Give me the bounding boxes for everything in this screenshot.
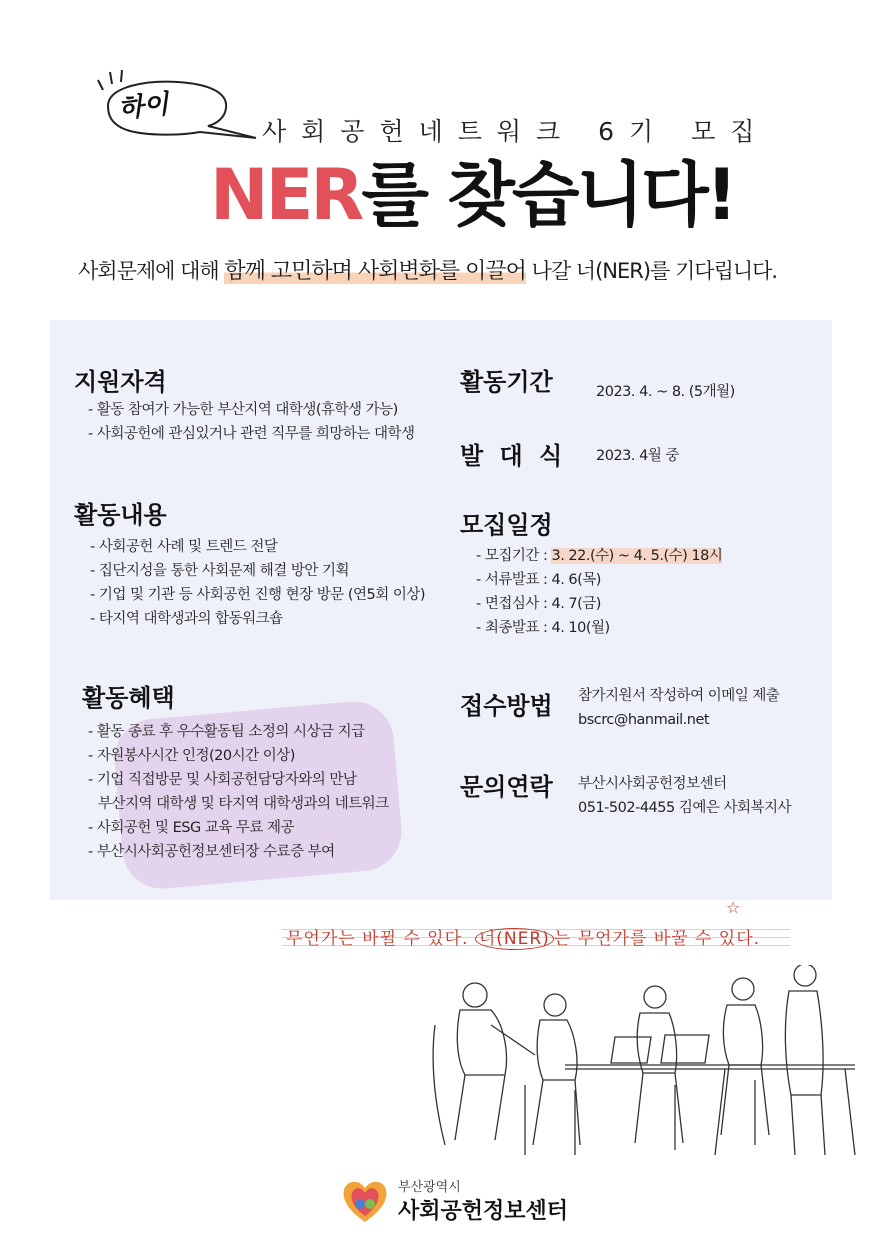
heart-logo-icon bbox=[340, 1176, 390, 1226]
list-item: - 활동 참여가 가능한 부산지역 대학생(휴학생 가능) bbox=[88, 402, 398, 418]
bubble-text: 하이 bbox=[116, 89, 170, 125]
list-item: - 사회공헌에 관심있거나 관련 직무를 희망하는 대학생 bbox=[88, 426, 415, 442]
list-item: - 활동 종료 후 우수활동팀 소정의 시상금 지급 bbox=[88, 724, 365, 740]
apply-info bbox=[578, 684, 779, 732]
schedule-list bbox=[476, 544, 722, 640]
recruit-value: 3. 22.(수) ~ 4. 5.(수) 18시 bbox=[551, 548, 723, 564]
apply-title: 접수방법 bbox=[460, 692, 553, 720]
tagline-post: 나갈 너(NER)를 기다립니다. bbox=[525, 259, 778, 283]
benefits-title: 활동혜택 bbox=[82, 684, 175, 712]
apply-line: 참가지원서 작성하여 이메일 제출 bbox=[578, 688, 780, 704]
email-link[interactable]: bscrc@hanmail.net bbox=[578, 712, 710, 728]
contact-info bbox=[578, 772, 791, 820]
activity-title: 활동내용 bbox=[74, 501, 167, 529]
title-rest: 를 찾습니다! bbox=[361, 154, 735, 236]
schedule-title: 모집일정 bbox=[460, 511, 553, 539]
recruit-label: - 모집기간 : bbox=[476, 548, 552, 564]
qualification-title: 지원자격 bbox=[74, 368, 167, 396]
launch-value: 2023. 4월 중 bbox=[596, 448, 679, 464]
contact-title: 문의연락 bbox=[460, 773, 553, 801]
team-meeting-illustration bbox=[425, 965, 865, 1165]
list-item: - 사회공헌 사례 및 트렌드 전달 bbox=[90, 539, 278, 555]
list-item: - 기업 직접방문 및 사회공헌담당자와의 만남 bbox=[88, 772, 357, 788]
slogan-pre: 무언가는 바뀔 수 있다. bbox=[286, 929, 475, 949]
launch-title: 발 대 식 bbox=[460, 442, 567, 470]
title-ner: NER bbox=[210, 154, 362, 236]
page-title bbox=[210, 150, 735, 240]
contact-org: 부산시사회공헌정보센터 bbox=[578, 776, 727, 792]
list-item: - 집단지성을 통한 사회문제 해결 방안 기획 bbox=[90, 563, 350, 579]
tagline-highlight: 함께 고민하며 사회변화를 이끌어 bbox=[224, 259, 526, 284]
slogan-circled: 너(NER) bbox=[475, 928, 554, 950]
list-item: - 사회공헌 및 ESG 교육 무료 제공 bbox=[88, 820, 295, 836]
speech-bubble-icon bbox=[88, 66, 258, 146]
list-item: - 기업 및 기관 등 사회공헌 진행 현장 방문 (연5회 이상) bbox=[90, 587, 426, 603]
period-title: 활동기간 bbox=[460, 368, 553, 396]
list-item: - 부산시사회공헌정보센터장 수료증 부여 bbox=[88, 844, 335, 860]
slogan bbox=[282, 922, 790, 951]
slogan-post: 는 무언가를 바꿀 수 있다. bbox=[553, 929, 761, 949]
contact-phone: 051-502-4455 김예은 사회복지사 bbox=[578, 800, 791, 816]
tagline-pre: 사회문제에 대해 bbox=[78, 259, 225, 283]
list-item: 부산지역 대학생 및 타지역 대학생과의 네트워크 bbox=[98, 796, 389, 812]
org-name: 사회공헌정보센터 bbox=[398, 1199, 569, 1224]
benefits-list bbox=[88, 720, 389, 864]
qualification-list bbox=[88, 398, 415, 446]
page-subtitle: 사회공헌네트워크 6기 모집 bbox=[262, 117, 770, 146]
list-item: - 타지역 대학생과의 합동워크숍 bbox=[90, 611, 283, 627]
list-item: - 최종발표 : 4. 10(월) bbox=[476, 620, 610, 636]
org-city: 부산광역시 bbox=[398, 1180, 461, 1195]
star-icon: ☆ bbox=[726, 898, 741, 917]
period-value: 2023. 4. ~ 8. (5개월) bbox=[596, 384, 735, 400]
activity-list bbox=[90, 535, 425, 631]
list-item: - 면접심사 : 4. 7(금) bbox=[476, 596, 601, 612]
tagline bbox=[78, 254, 777, 285]
list-item: - 서류발표 : 4. 6(목) bbox=[476, 572, 601, 588]
list-item: - 자원봉사시간 인정(20시간 이상) bbox=[88, 748, 295, 764]
